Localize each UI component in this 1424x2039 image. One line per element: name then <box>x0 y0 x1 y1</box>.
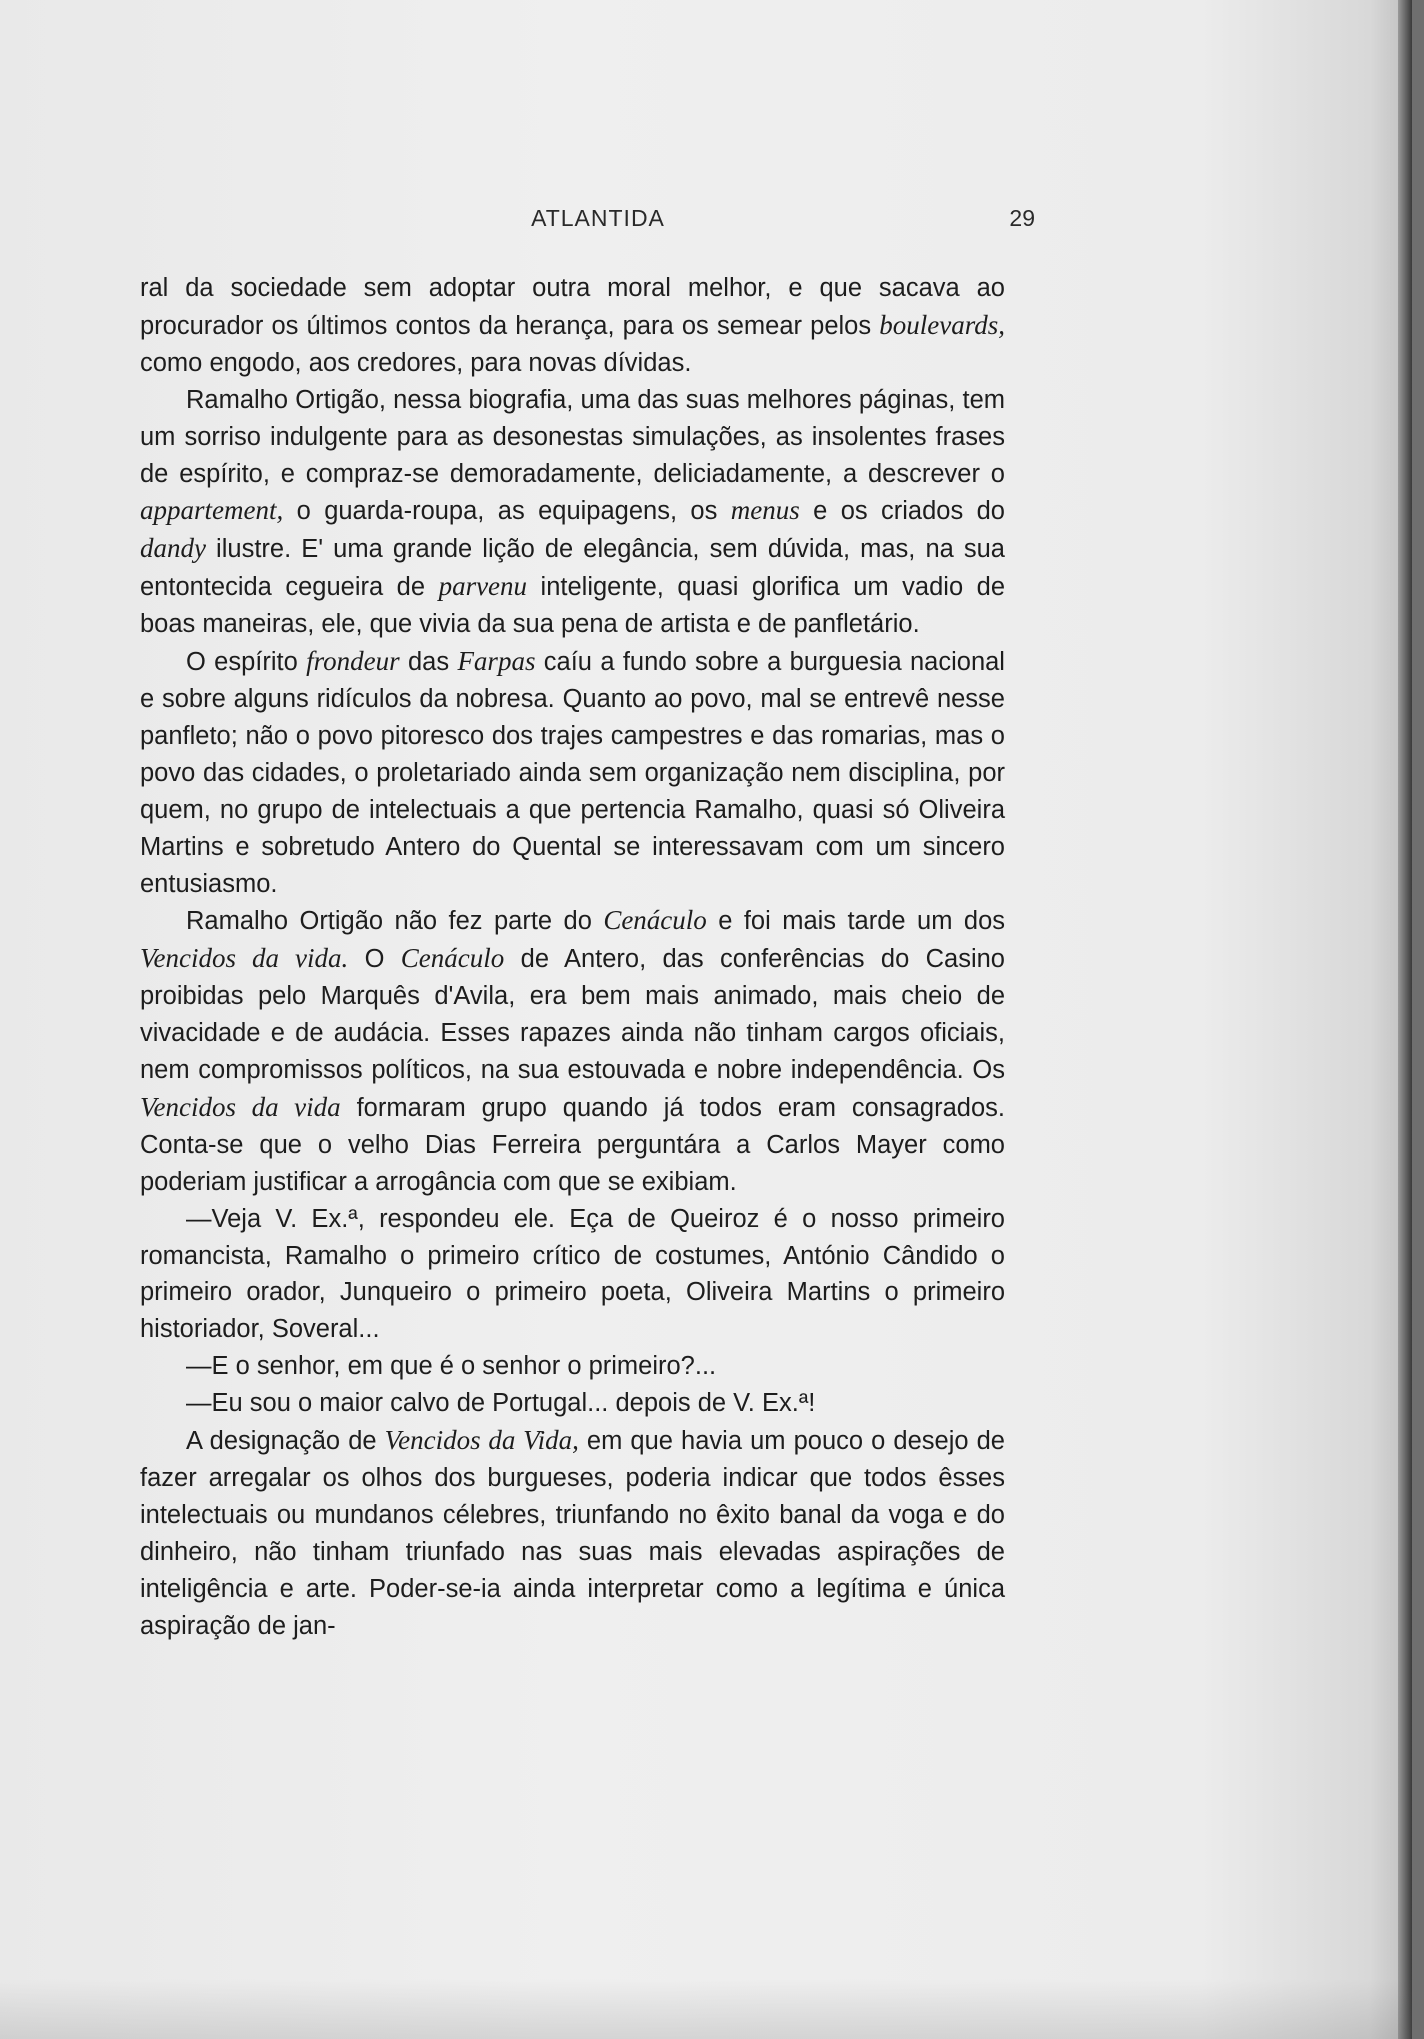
text-segment: e os criados do <box>799 497 1005 526</box>
italic-term: parvenu <box>438 571 528 602</box>
italic-term: appartement, <box>140 495 284 526</box>
italic-term: menus <box>730 495 800 526</box>
text-segment: ral da sociedade sem adoptar outra moral melhor, e que sacava ao procurador os últimos contos da herança, para os semear pelos <box>140 274 1005 340</box>
journal-title: ATLANTIDA <box>531 205 665 231</box>
dialogue-line <box>140 1385 1005 1422</box>
italic-term: dandy <box>140 533 206 564</box>
text-segment: inteligente, quasi glorifica um vadio de boas maneiras, ele, que vivia da sua pena de artista e de panfletário. <box>140 573 1005 639</box>
text-segment: das <box>399 648 458 677</box>
dialogue-line <box>140 1348 1005 1385</box>
text-segment: —Veja V. Ex.ª, respondeu ele. Eça de Queiroz é o nosso primeiro romancista, Ramalho o primeiro crítico de costumes, António Cândido o primeiro orador, Junqueiro o primeiro poeta, Oliveira Martins o primeiro historiador, Soveral... <box>140 1204 1005 1344</box>
paragraph <box>140 382 1005 643</box>
text-segment: O espírito <box>186 648 307 677</box>
paragraph <box>140 1422 1005 1644</box>
text-segment: caíu a fundo sobre a burguesia nacional e sobre alguns ridículos da nobresa. Quanto ao povo, mal se entrevê nesse panfleto; não o povo pitoresco dos trajes campestres e das romarias, mas o povo das cidades, o proletariado ainda sem organização nem disciplina, por quem, no grupo de intelectuais a que pertencia Ramalho, quasi só Oliveira Martins e sobretudo Antero do Quental se interessavam com um sincero entusiasmo. <box>140 648 1005 898</box>
paragraph <box>140 902 1005 1200</box>
italic-term: Vencidos da vida <box>140 1091 341 1122</box>
text-segment: A designação de <box>186 1427 385 1456</box>
text-segment: formaram grupo quando já todos eram consagrados. Conta-se que o velho Dias Ferreira perguntára a Carlos Mayer como poderiam justificar a arrogância com que se exibiam. <box>140 1093 1005 1196</box>
italic-term: boulevards, <box>879 309 1005 340</box>
text-segment: —Eu sou o maior calvo de Portugal... depois de V. Ex.ª! <box>186 1389 816 1418</box>
text-segment: como engodo, aos credores, para novas dívidas. <box>140 348 692 377</box>
paragraph <box>140 643 1005 902</box>
text-segment: de Antero, das conferências do Casino proibidas pelo Marquês d'Avila, era bem mais animado, mais cheio de vivacidade e de audácia. Esses rapazes ainda não tinham cargos oficiais, nem compromissos políticos, na sua estouvada e nobre independência. Os <box>140 945 1005 1085</box>
text-segment: em que havia um pouco o desejo de fazer arregalar os olhos dos burgueses, poderia indicar que todos êsses intelectuais ou mundanos célebres, triunfando no êxito banal da voga e do dinheiro, não tinham triunfado nas suas mais elevadas aspirações de inteligência e arte. Poder-se-ia ainda interpretar como a legítima e única aspiração de jan- <box>140 1427 1005 1640</box>
italic-term: Vencidos da vida. <box>140 943 349 974</box>
italic-term: Cenáculo <box>603 905 707 936</box>
text-segment: O <box>348 945 401 974</box>
dialogue-line <box>140 1201 1005 1349</box>
text-segment: Ramalho Ortigão não fez parte do <box>186 907 604 936</box>
page-number: 29 <box>1009 205 1035 231</box>
paragraph <box>140 270 1005 382</box>
italic-term: Cenáculo <box>400 943 505 974</box>
italic-term: frondeur <box>306 646 400 677</box>
italic-term: Farpas <box>457 646 536 677</box>
running-head <box>153 205 1043 239</box>
text-segment: ilustre. E' uma grande lição de elegância, sem dúvida, mas, na sua entontecida cegueira de <box>140 535 1005 602</box>
book-spine-shadow <box>1398 0 1412 2039</box>
text-segment: Ramalho Ortigão, nessa biografia, uma das suas melhores páginas, tem um sorriso indulgente para as desonestas simulações, as insolentes frases de espírito, e compraz-se demoradamente, deliciadamente, a descrever o <box>140 385 1005 488</box>
text-segment: —E o senhor, em que é o senhor o primeiro?... <box>186 1352 717 1381</box>
text-segment: o guarda-roupa, as equipagens, os <box>283 497 731 526</box>
italic-term: Vencidos da Vida, <box>384 1425 579 1456</box>
text-segment: e foi mais tarde um dos <box>706 907 1005 936</box>
body-text <box>140 270 1005 1645</box>
